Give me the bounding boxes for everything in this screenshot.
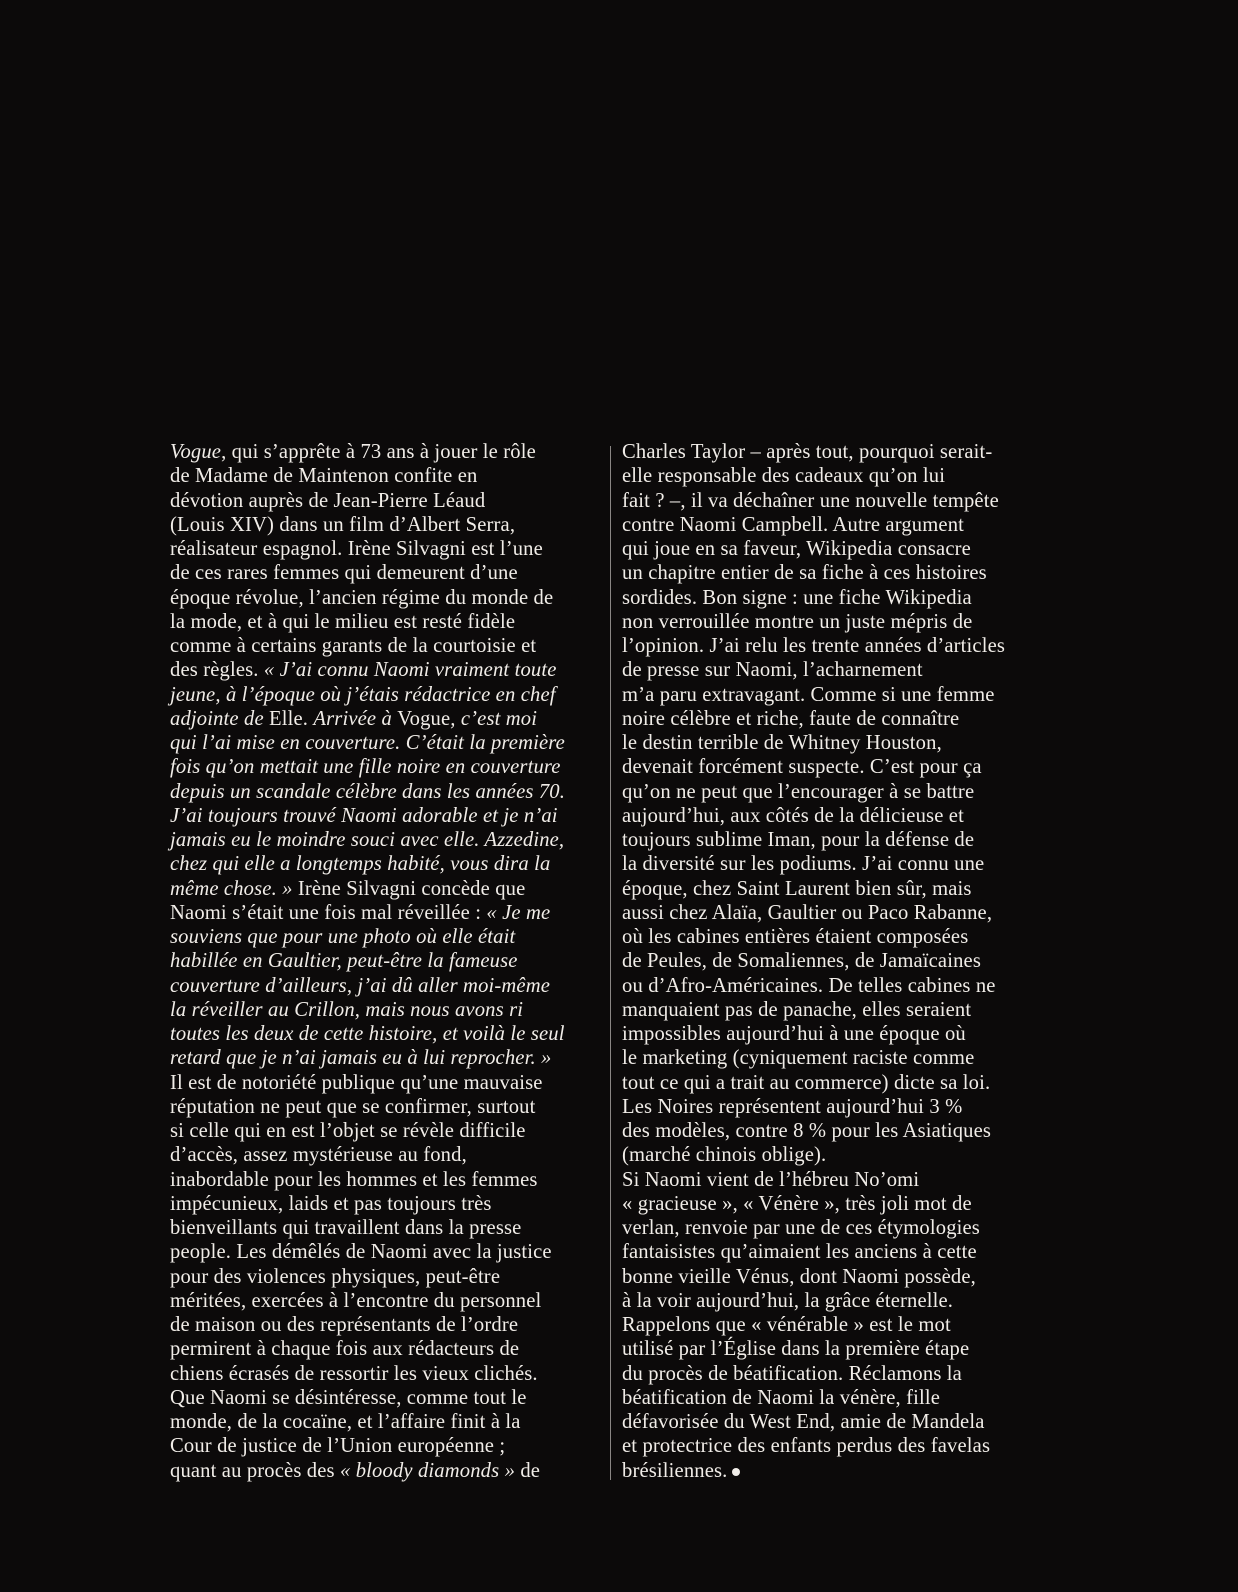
column-divider [610,446,611,1480]
text-segment: de maison ou des représentants de l’ordre [170,1314,519,1336]
text-line [170,537,600,561]
text-segment: méritées, exercées à l’encontre du personnel [170,1289,542,1312]
text-segment: des modèles, contre 8 % pour les Asiatiques [622,1120,992,1142]
text-segment: qui joue en sa faveur, Wikipedia consacre [622,538,971,560]
text-segment: Naomi s’était une fois mal réveillée : [170,901,487,924]
article-column-right [622,440,1042,1483]
text-line [622,1362,1042,1386]
text-line [622,901,1042,925]
text-segment: comme à certains garants de la courtoisie et [170,635,537,657]
text-line [622,537,1042,561]
text-segment: d’accès, assez mystérieuse au fond, [170,1144,467,1167]
text-segment: de Madame de Maintenon confite en [170,465,478,488]
italic-text: Arrivée à [313,707,398,730]
text-line [170,1313,600,1337]
text-line [170,1095,600,1119]
text-segment: où les cabines entières étaient composées [622,926,969,948]
text-segment: de presse sur Naomi, l’acharnement [622,659,923,682]
text-line [170,1289,600,1313]
text-segment: défavorisée du West End, amie de Mandela [622,1411,985,1433]
text-segment: la diversité sur les podiums. J’ai connu une [622,853,985,876]
text-segment: réalisateur espagnol. Irène Silvagni est l’une [170,538,543,560]
text-line [170,489,600,513]
text-line [622,780,1042,804]
text-line [622,513,1042,537]
text-line [622,440,1042,464]
text-segment: pour des violences physiques, peut-être [170,1265,501,1288]
text-segment: et protectrice des enfants perdus des favelas [622,1435,991,1458]
text-segment: people. Les démêlés de Naomi avec la justice [170,1241,552,1264]
text-segment: devenait forcément suspecte. C’est pour ça [622,756,982,779]
text-segment: réputation ne peut que se confirmer, surtout [170,1095,536,1118]
text-segment: elle responsable des cadeaux qu’on lui [622,465,946,488]
text-line [170,658,600,682]
text-line [622,1071,1042,1095]
italic-text: fois qu’on mettait une fille noire en couverture [170,756,561,779]
text-line [622,1119,1042,1143]
text-segment: l’opinion. J’ai relu les trente années d’articles [622,635,1006,657]
text-segment: Il est de notoriété publique qu’une mauvaise [170,1071,543,1094]
text-line [170,925,600,949]
text-line [622,610,1042,634]
text-line [170,998,600,1022]
text-line [170,731,600,755]
text-line [170,1022,600,1046]
italic-text: depuis un scandale célèbre dans les années 70. [170,780,566,803]
text-line [170,974,600,998]
text-line [622,658,1042,682]
text-segment: chiens écrasés de ressortir les vieux clichés. [170,1362,538,1385]
text-line [622,1313,1042,1337]
text-segment: (marché chinois oblige). [622,1144,827,1167]
text-segment: des règles. [170,659,264,682]
text-segment: un chapitre entier de sa fiche à ces histoires [622,562,987,585]
text-line [170,804,600,828]
text-line [170,1386,600,1410]
text-segment: époque révolue, l’ancien régime du monde de [170,586,554,609]
text-segment: Que Naomi se désintéresse, comme tout le [170,1386,527,1409]
text-line [170,901,600,925]
text-segment: Charles Taylor – après tout, pourquoi serait- [622,441,993,463]
text-segment: Irène Silvagni concède que [292,877,526,900]
text-segment: brésiliennes. [622,1459,728,1482]
text-line [622,1168,1042,1192]
text-line [622,1192,1042,1216]
text-segment: , qui s’apprête à 73 ans à jouer le rôle [221,441,536,463]
text-line [622,1337,1042,1361]
text-line [170,852,600,876]
text-segment: Vogue [397,707,451,730]
text-line [170,1337,600,1361]
text-segment: qu’on ne peut que l’encourager à se battre [622,780,975,803]
italic-text: Vogue [170,441,222,463]
text-line [170,1071,600,1095]
text-line [170,561,600,585]
text-line [622,828,1042,852]
text-segment: la mode, et à qui le milieu est resté fidèle [170,610,516,633]
end-bullet-icon [732,1468,740,1476]
text-line [622,1434,1042,1458]
text-segment: quant au procès des [170,1459,340,1482]
text-line [170,1240,600,1264]
text-segment: (Louis XIV) dans un film d’Albert Serra, [170,513,516,536]
text-line [622,1459,1042,1483]
text-segment: impossibles aujourd’hui à une époque où [622,1023,966,1045]
text-segment: à la voir aujourd’hui, la grâce éternelle. [622,1289,954,1312]
italic-text: qui l’ai mise en couverture. C’était la première [170,732,565,754]
text-line [622,974,1042,998]
text-line [170,586,600,610]
text-line [622,1240,1042,1264]
italic-text: retard que je n’ai jamais eu à lui reprocher. » [170,1047,552,1070]
text-line [622,1095,1042,1119]
text-segment: verlan, renvoie par une de ces étymologies [622,1217,980,1239]
text-segment: béatification de Naomi la vénère, fille [622,1386,941,1409]
text-segment: Si Naomi vient de l’hébreu No’omi [622,1168,920,1191]
text-line [170,780,600,804]
text-line [170,1143,600,1167]
italic-text: jamais eu le moindre souci avec elle. Azzedine, [170,829,565,851]
italic-text: « bloody diamonds » [339,1459,516,1482]
text-line [170,1216,600,1240]
text-line [622,949,1042,973]
text-segment: « gracieuse », « Vénère », très joli mot de [622,1192,972,1215]
text-line [170,755,600,779]
text-segment: de ces rares femmes qui demeurent d’une [170,562,518,585]
text-line [622,998,1042,1022]
text-line [622,707,1042,731]
text-line [170,440,600,464]
text-segment: permirent à chaque fois aux rédacteurs de [170,1338,520,1361]
text-segment: Les Noires représentent aujourd’hui 3 % [622,1095,963,1118]
text-line [622,489,1042,513]
italic-text: adjointe de [170,707,270,730]
italic-text: souviens que pour une photo où elle était [170,926,516,948]
text-segment: noire célèbre et riche, faute de connaître [622,707,960,730]
text-line [622,1410,1042,1434]
text-segment: manquaient pas de panache, elles seraient [622,998,972,1021]
text-line [170,1459,600,1483]
text-segment: impécunieux, laids et pas toujours très [170,1192,492,1215]
text-line [622,755,1042,779]
text-line [170,1168,600,1192]
text-segment: Elle. [269,707,314,730]
text-segment: toujours sublime Iman, pour la défense de [622,829,975,851]
text-segment: inabordable pour les hommes et les femmes [170,1168,538,1191]
text-line [622,1265,1042,1289]
text-line [170,513,600,537]
text-line [622,1143,1042,1167]
italic-text: toutes les deux de cette histoire, et voilà le seul [170,1023,565,1045]
text-line [622,464,1042,488]
text-segment: Rappelons que « vénérable » est le mot [622,1314,951,1336]
text-line [622,852,1042,876]
text-line [170,828,600,852]
italic-text: la réveiller au Crillon, mais nous avons ri [170,998,524,1021]
text-segment: de [515,1459,541,1482]
article-column-left [170,440,600,1483]
text-segment: bienveillants qui travaillent dans la presse [170,1217,522,1239]
text-line [622,877,1042,901]
text-line [170,464,600,488]
italic-text: jeune, à l’époque où j’étais rédactrice en chef [170,683,556,706]
text-segment: utilisé par l’Église dans la première étape [622,1338,970,1361]
text-segment: fait ? –, il va déchaîner une nouvelle tempête [622,489,999,512]
text-segment: le destin terrible de Whitney Houston, [622,732,942,754]
text-line [622,634,1042,658]
text-line [622,1216,1042,1240]
text-line [170,1119,600,1143]
text-line [170,1362,600,1386]
text-line [622,731,1042,755]
text-line [170,1192,600,1216]
text-line [622,1046,1042,1070]
text-line [170,877,600,901]
text-line [622,586,1042,610]
text-segment: tout ce qui a trait au commerce) dicte sa loi. [622,1071,991,1094]
text-line [170,634,600,658]
text-segment: Cour de justice de l’Union européenne ; [170,1435,506,1458]
text-line [622,1386,1042,1410]
italic-text: , c’est moi [450,707,538,730]
text-segment: m’a paru extravagant. Comme si une femme [622,683,995,706]
italic-text: même chose. » [170,877,293,900]
italic-text: habillée en Gaultier, peut-être la fameuse [170,950,518,973]
italic-text: chez qui elle a longtemps habité, vous dira la [170,853,551,876]
text-line [170,1046,600,1070]
text-segment: époque, chez Saint Laurent bien sûr, mais [622,877,972,900]
text-segment: ou d’Afro-Américaines. De telles cabines ne [622,974,996,997]
text-segment: le marketing (cyniquement raciste comme [622,1047,975,1070]
text-segment: bonne vieille Vénus, dont Naomi possède, [622,1265,976,1288]
text-line [622,1289,1042,1313]
text-line [170,949,600,973]
text-segment: contre Naomi Campbell. Autre argument [622,513,965,536]
text-line [170,1265,600,1289]
text-segment: fantaisistes qu’aimaient les anciens à cette [622,1241,977,1264]
text-segment: aussi chez Alaïa, Gaultier ou Paco Rabanne, [622,901,993,924]
italic-text: J’ai toujours trouvé Naomi adorable et je n’ai [170,804,558,827]
text-line [622,683,1042,707]
text-segment: non verrouillée montre un juste mépris de [622,610,973,633]
text-line [622,561,1042,585]
text-segment: si celle qui en est l’objet se révèle difficile [170,1120,526,1142]
text-line [170,610,600,634]
text-line [170,683,600,707]
text-line [170,707,600,731]
text-line [622,804,1042,828]
italic-text: « J’ai connu Naomi vraiment toute [263,659,557,682]
text-line [170,1434,600,1458]
text-segment: dévotion auprès de Jean-Pierre Léaud [170,489,486,512]
text-line [622,1022,1042,1046]
text-segment: sordides. Bon signe : une fiche Wikipedia [622,586,972,609]
text-segment: aujourd’hui, aux côtés de la délicieuse et [622,804,964,827]
italic-text: « Je me [486,901,551,924]
text-segment: monde, de la cocaïne, et l’affaire finit à la [170,1411,521,1433]
text-line [170,1410,600,1434]
text-line [622,925,1042,949]
text-segment: de Peules, de Somaliennes, de Jamaïcaines [622,950,981,973]
italic-text: couverture d’ailleurs, j’ai dû aller moi-même [170,974,551,997]
text-segment: du procès de béatification. Réclamons la [622,1362,962,1385]
